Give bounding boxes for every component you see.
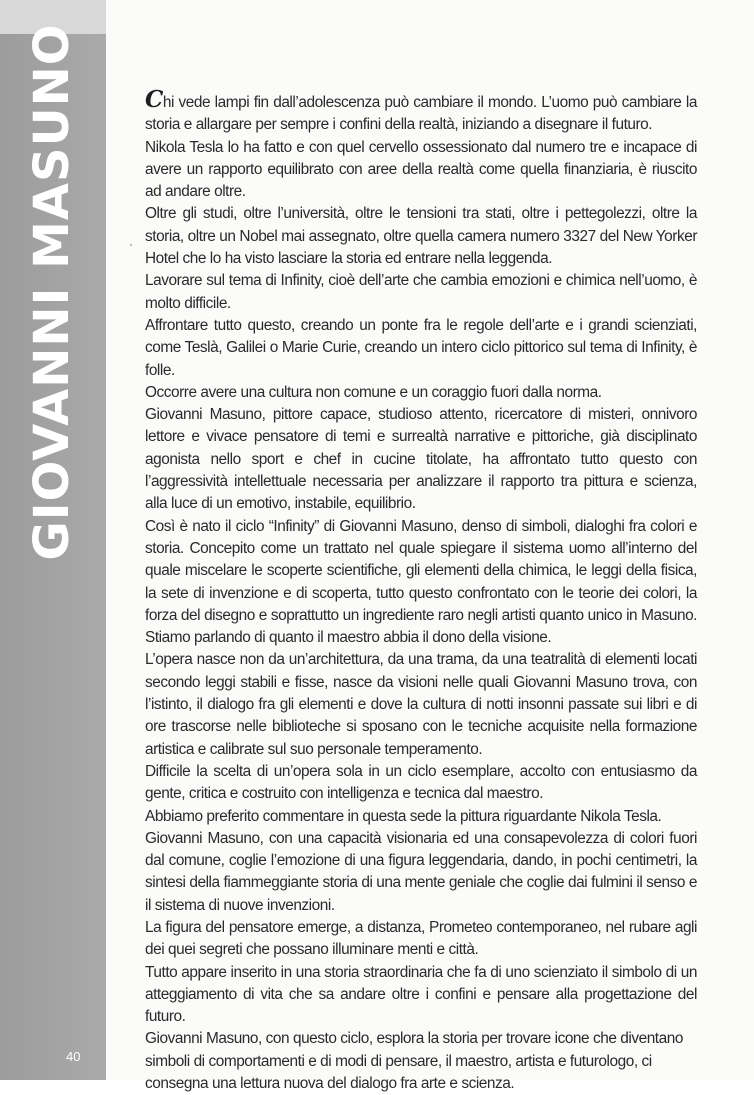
paragraph: Difficile la scelta di un’opera sola in un ciclo esemplare, accolto con entusiasmo da gente, critica e costruito con intelligenza e tecnica dal maestro. [145, 762, 697, 803]
paragraph: Lavorare sul tema di Infinity, cioè dell’arte che cambia emozioni e chimica nell’uomo, è molto difficile. [145, 272, 697, 312]
paragraph: Affrontare tutto questo, creando un ponte fra le regole dell’arte e i grandi scienziati, come Teslà, Galilei o Marie Curie, creando un intero ciclo pittorico sul tema di Infinity, è folle. [145, 316, 697, 379]
sidebar-band [0, 0, 106, 1080]
paragraph: Tutto appare inserito in una storia straordinaria che fa di uno scienziato il simbolo di un atteggiamento di vita che sa andare oltre i confini e pensare alla progettazione del futuro. [145, 963, 697, 1026]
drop-cap: C [145, 86, 163, 113]
paragraph [145, 86, 697, 137]
paragraph: Oltre gli studi, oltre l’università, oltre le tensioni tra stati, oltre i pettegolezzi, oltre la storia, oltre un Nobel mai assegnato, oltre quella camera numero 3327 del New Yorker Hotel che lo ha visto lasciare la storia ed entrare nella leggenda. [145, 205, 697, 268]
paragraph: Giovanni Masuno, pittore capace, studioso attento, ricercatore di misteri, onnivoro lettore e vivace pensatore di temi e surrealtà narrative e pittoriche, già disciplinato agonista nello sport e chef in cucine titolate, ha affrontato tutto questo con l’aggressività intellettuale necessaria per analizzare il rapporto tra pittura e scienza, alla luce di un emotivo, instabile, equilibrio. [145, 406, 697, 513]
margin-dot [130, 244, 132, 246]
page-number: 40 [66, 1049, 81, 1064]
paragraph: Giovanni Masuno, con questo ciclo, esplora la storia per trovare icone che diventano simboli di comportamenti e di modi di pensare, il maestro, artista e futurologo, ci consegna una lettura nuova del dialogo fra arte e scienza. [145, 1030, 683, 1093]
paragraph: Abbiamo preferito commentare in questa sede la pittura riguardante Nikola Tesla. [145, 807, 662, 825]
paragraph: Così è nato il ciclo “Infinity” di Giovanni Masuno, denso di simboli, dialoghi fra colori e storia. Concepito come un trattato nel quale spiegare il sistema uomo all’interno del quale miscelare le scoperte scientifiche, gli elementi della chimica, le leggi della fisica, la sete di invenzione e di scoperta, tutto questo confrontato con le teorie dei colori, la forza del disegno e soprattutto un ingrediente raro negli artisti quanto unico in Masuno. Stiamo parlando di quanto il maestro abbia il dono della visione. [145, 517, 697, 647]
paragraph: Giovanni Masuno, con una capacità visionaria ed una consapevolezza di colori fuori dal comune, coglie l’emozione di una figura leggendaria, dando, in pochi centimetri, la sintesi della fiammeggiante storia di una mente geniale che coglie dai fulmini il senso e il sistema di nuove invenzioni. [145, 829, 697, 914]
paragraph: Occorre avere una cultura non comune e un coraggio fuori dalla norma. [145, 383, 602, 401]
paragraph-text: hi vede lampi fin dall’adolescenza può cambiare il mondo. L’uomo può cambiare la storia e allargare per sempre i confini della realtà, iniziando a disegnare il futuro. [145, 94, 697, 134]
paragraph: L’opera nasce non da un’architettura, da una trama, da una teatralità di elementi locati secondo leggi stabili e fisse, nasce da visioni nelle quali Giovanni Masuno trova, con l’istinto, il dialogo fra gli elementi e dove la cultura di notti insonni passate sui libri e di ore trascorse nelle biblioteche si sposano con le tecniche acquisite nella formazione artistica e calibrate sul suo personale temperamento. [145, 651, 697, 758]
paragraph: La figura del pensatore emerge, a distanza, Prometeo contemporaneo, nel rubare agli dei quei segreti che possano illuminare menti e città. [145, 918, 697, 959]
vertical-artist-title: GIOVANNI MASUNO [24, 23, 80, 561]
article-body [145, 86, 697, 1095]
paragraph: Nikola Tesla lo ha fatto e con quel cervello ossessionato dal numero tre e incapace di avere un rapporto equilibrato con aree della realtà come quella finanziaria, è riuscito ad andare oltre. [145, 138, 697, 201]
